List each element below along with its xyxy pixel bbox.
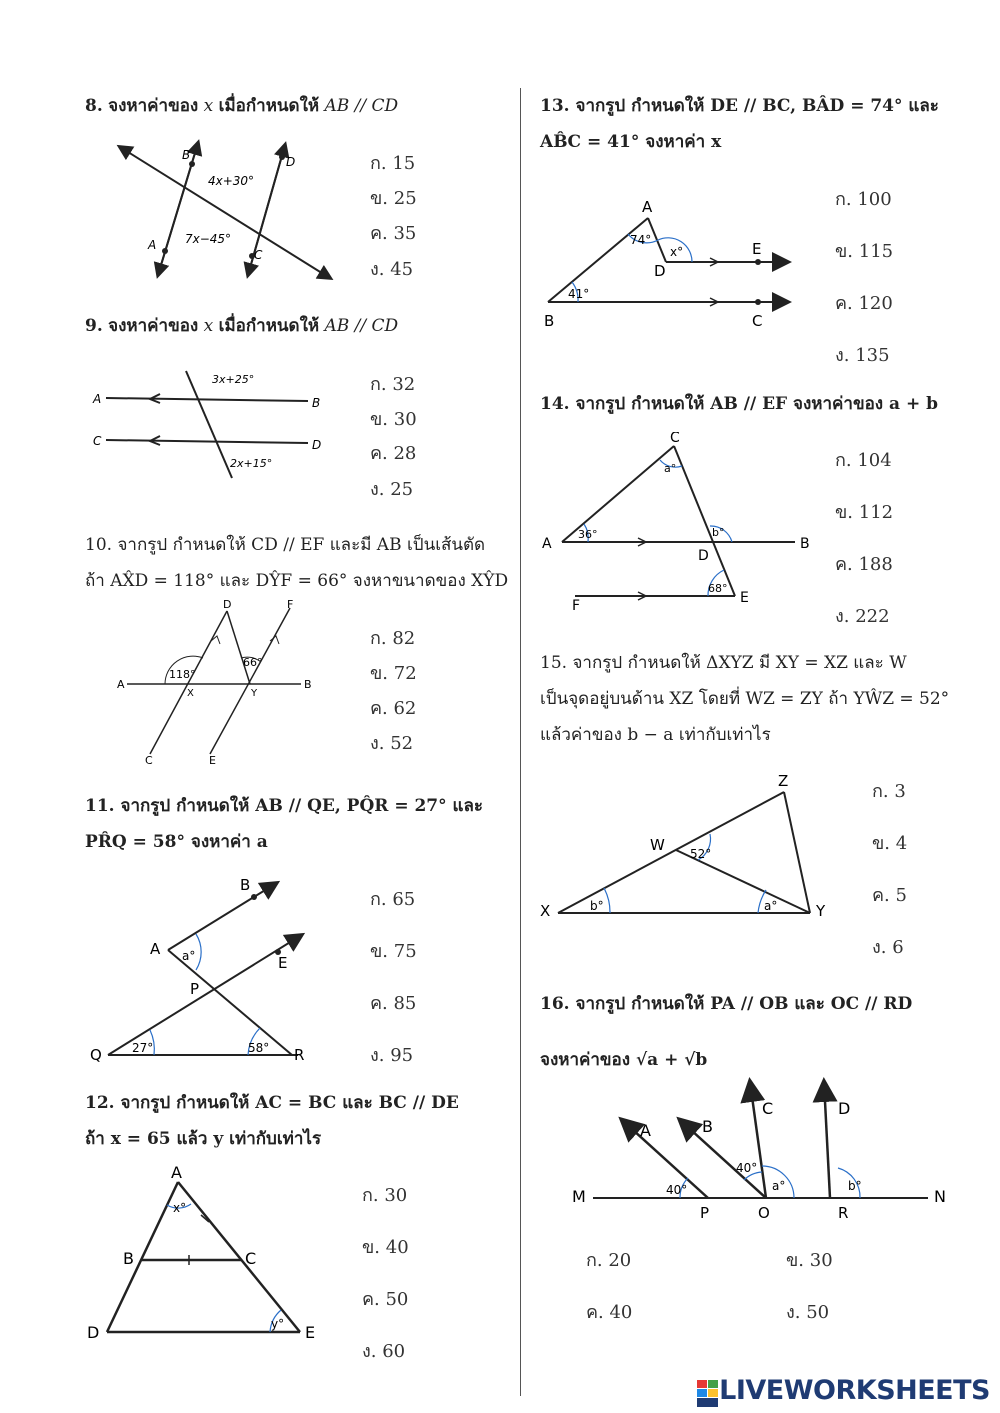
label-E: E: [278, 954, 288, 972]
angle-58: 58°: [248, 1041, 270, 1055]
q16-option-b[interactable]: ข. 30: [786, 1250, 833, 1271]
q9-option-c[interactable]: ค. 28: [370, 443, 417, 464]
angle-41: 41°: [568, 287, 590, 301]
q8-option-c[interactable]: ค. 35: [370, 223, 417, 244]
angle-label-2: 7x−45°: [185, 232, 232, 246]
label-R: R: [294, 1046, 305, 1064]
angle-118: 118°: [169, 668, 196, 681]
label-D: D: [286, 155, 296, 169]
q13-option-b[interactable]: ข. 115: [835, 241, 894, 262]
angle-a: a°: [182, 949, 196, 963]
label-A: A: [542, 536, 552, 552]
angle-a: a°: [772, 1179, 786, 1193]
label-D: D: [654, 262, 666, 280]
q10-option-c[interactable]: ค. 62: [370, 698, 417, 719]
label-B: B: [544, 312, 555, 330]
q9-option-a[interactable]: ก. 32: [370, 374, 416, 395]
label-Q: Q: [90, 1046, 102, 1064]
question-13-prompt: 13. จากรูป กำหนดให้ DE // BC, BÂD = 74° และ AB̂C = 41° จงหาค่า x: [540, 96, 939, 152]
q13-option-c[interactable]: ค. 120: [835, 293, 893, 314]
label-C: C: [752, 312, 763, 330]
question-15-figure: [538, 770, 838, 925]
label-A: A: [150, 940, 161, 958]
q13-option-a[interactable]: ก. 100: [835, 189, 892, 210]
question-13-figure: [540, 198, 800, 333]
question-11-prompt: 11. จากรูป กำหนดให้ AB // QE, PQ̂R = 27° และ PR̂Q = 58° จงหาค่า a: [85, 796, 484, 852]
q16-option-a[interactable]: ก. 20: [586, 1250, 632, 1271]
angle-40-o: 40°: [736, 1161, 758, 1175]
label-C: C: [254, 248, 263, 262]
question-16-prompt: 16. จากรูป กำหนดให้ PA // OB และ OC // RD จงหาค่าของ √a + √b: [540, 994, 913, 1070]
label-C: C: [762, 1099, 774, 1118]
angle-y: y°: [271, 1317, 285, 1331]
q10-option-a[interactable]: ก. 82: [370, 628, 416, 649]
q12-option-b[interactable]: ข. 40: [362, 1237, 409, 1258]
label-B: B: [304, 678, 312, 691]
q12-option-c[interactable]: ค. 50: [362, 1289, 409, 1310]
angle-b: b°: [590, 899, 604, 913]
q8-option-a[interactable]: ก. 15: [370, 153, 416, 174]
label-X: X: [540, 902, 551, 920]
q9-option-b[interactable]: ข. 30: [370, 409, 417, 430]
label-E: E: [740, 590, 749, 606]
liveworksheets-logo-icon: [697, 1380, 719, 1408]
label-B: B: [312, 396, 321, 410]
q11-option-b[interactable]: ข. 75: [370, 941, 417, 962]
label-F: F: [572, 598, 581, 612]
label-Z: Z: [778, 772, 789, 790]
angle-x: x°: [173, 1201, 187, 1215]
label-W: W: [650, 836, 665, 854]
label-D: D: [838, 1099, 851, 1118]
label-B: B: [182, 148, 191, 162]
label-R: R: [838, 1204, 849, 1222]
label-C: C: [670, 432, 680, 446]
label-A: A: [171, 1163, 182, 1182]
question-11-figure: [88, 870, 318, 1065]
label-P: P: [700, 1204, 710, 1222]
angle-68: 68°: [708, 582, 728, 595]
question-8-prompt: 8. จงหาค่าของ x เมื่อกำหนดให้ AB // CD: [85, 96, 399, 116]
angle-27: 27°: [132, 1041, 154, 1055]
q14-option-a[interactable]: ก. 104: [835, 450, 892, 471]
label-B: B: [702, 1117, 713, 1136]
label-B: B: [240, 876, 251, 894]
q15-option-c[interactable]: ค. 5: [872, 885, 907, 906]
angle-label-1: 3x+25°: [212, 373, 255, 386]
question-10-figure: [115, 596, 325, 768]
angle-label-2: 2x+15°: [230, 457, 273, 470]
question-9-figure: [88, 365, 333, 485]
angle-x: x°: [670, 245, 684, 259]
label-B: B: [123, 1249, 134, 1268]
q14-option-c[interactable]: ค. 188: [835, 554, 893, 575]
label-D: D: [698, 548, 709, 564]
label-O: O: [758, 1204, 770, 1222]
question-8-figure: [110, 135, 350, 285]
q14-option-b[interactable]: ข. 112: [835, 502, 894, 523]
label-D: D: [312, 438, 322, 452]
angle-label-1: 4x+30°: [208, 174, 255, 188]
label-A: A: [640, 1121, 651, 1140]
label-C: C: [145, 754, 153, 767]
label-Y: Y: [816, 902, 826, 920]
q14-option-d[interactable]: ง. 222: [835, 606, 890, 627]
q8-option-b[interactable]: ข. 25: [370, 188, 417, 209]
q16-option-d[interactable]: ง. 50: [786, 1302, 830, 1323]
label-E: E: [752, 240, 762, 258]
q15-option-b[interactable]: ข. 4: [872, 833, 908, 854]
question-10-prompt: 10. จากรูป กำหนดให้ CD // EF และมี AB เป็นเส้นตัด ถ้า AX̂D = 118° และ DŶF = 66° จงหาขนาดของ XŶD: [85, 535, 509, 591]
q13-option-d[interactable]: ง. 135: [835, 345, 890, 366]
angle-b: b°: [712, 526, 725, 539]
angle-74: 74°: [630, 233, 652, 247]
label-A: A: [148, 238, 157, 252]
label-C: C: [245, 1249, 257, 1268]
label-P: P: [190, 980, 200, 998]
q11-option-d[interactable]: ง. 95: [370, 1045, 414, 1066]
label-A: A: [642, 198, 653, 216]
label-M: M: [572, 1187, 586, 1206]
label-Y: Y: [251, 688, 258, 699]
q9-option-d[interactable]: ง. 25: [370, 479, 414, 500]
question-14-prompt: 14. จากรูป กำหนดให้ AB // EF จงหาค่าของ a + b: [540, 394, 938, 414]
column-divider: [520, 88, 521, 1396]
q15-option-a[interactable]: ก. 3: [872, 781, 906, 802]
question-14-figure: [540, 432, 820, 612]
label-E: E: [305, 1323, 316, 1342]
label-A: A: [93, 392, 102, 406]
q11-option-a[interactable]: ก. 65: [370, 889, 416, 910]
question-12-figure: [85, 1160, 325, 1345]
question-12-prompt: 12. จากรูป กำหนดให้ AC = BC และ BC // DE ถ้า x = 65 แล้ว y เท่ากับเท่าไร: [85, 1093, 459, 1149]
label-F: F: [287, 598, 294, 611]
question-15-prompt: 15. จากรูป กำหนดให้ ΔXYZ มี XY = XZ และ W เป็นจุดอยู่บนด้าน XZ โดยที่ WZ = ZY ถ้า YŴZ = 52° แล้วค่าของ b − a เท่ากับเท่าไร: [540, 653, 950, 745]
angle-36: 36°: [578, 528, 598, 541]
question-16-figure: [568, 1072, 953, 1222]
q11-option-c[interactable]: ค. 85: [370, 993, 417, 1014]
q10-option-d[interactable]: ง. 52: [370, 733, 414, 754]
question-9-prompt: 9. จงหาค่าของ x เมื่อกำหนดให้ AB // CD: [85, 316, 399, 336]
q12-option-d[interactable]: ง. 60: [362, 1341, 406, 1362]
angle-a: a°: [764, 899, 778, 913]
angle-40-p: 40°: [666, 1183, 688, 1197]
label-B: B: [800, 536, 810, 552]
q12-option-a[interactable]: ก. 30: [362, 1185, 408, 1206]
label-A: A: [117, 678, 125, 691]
angle-a: a°: [664, 462, 677, 475]
label-X: X: [187, 688, 194, 699]
q16-option-c[interactable]: ค. 40: [586, 1302, 633, 1323]
q8-option-d[interactable]: ง. 45: [370, 259, 414, 280]
angle-b: b°: [848, 1179, 862, 1193]
label-C: C: [93, 434, 102, 448]
angle-66: 66°: [243, 656, 263, 669]
label-D: D: [87, 1323, 100, 1342]
q10-option-b[interactable]: ข. 72: [370, 663, 417, 684]
label-N: N: [934, 1187, 946, 1206]
label-D: D: [223, 598, 232, 611]
q15-option-d[interactable]: ง. 6: [872, 937, 904, 958]
angle-52: 52°: [690, 847, 712, 861]
label-E: E: [209, 754, 216, 767]
brand-wordmark: LIVEWORKSHEETS: [719, 1375, 990, 1406]
